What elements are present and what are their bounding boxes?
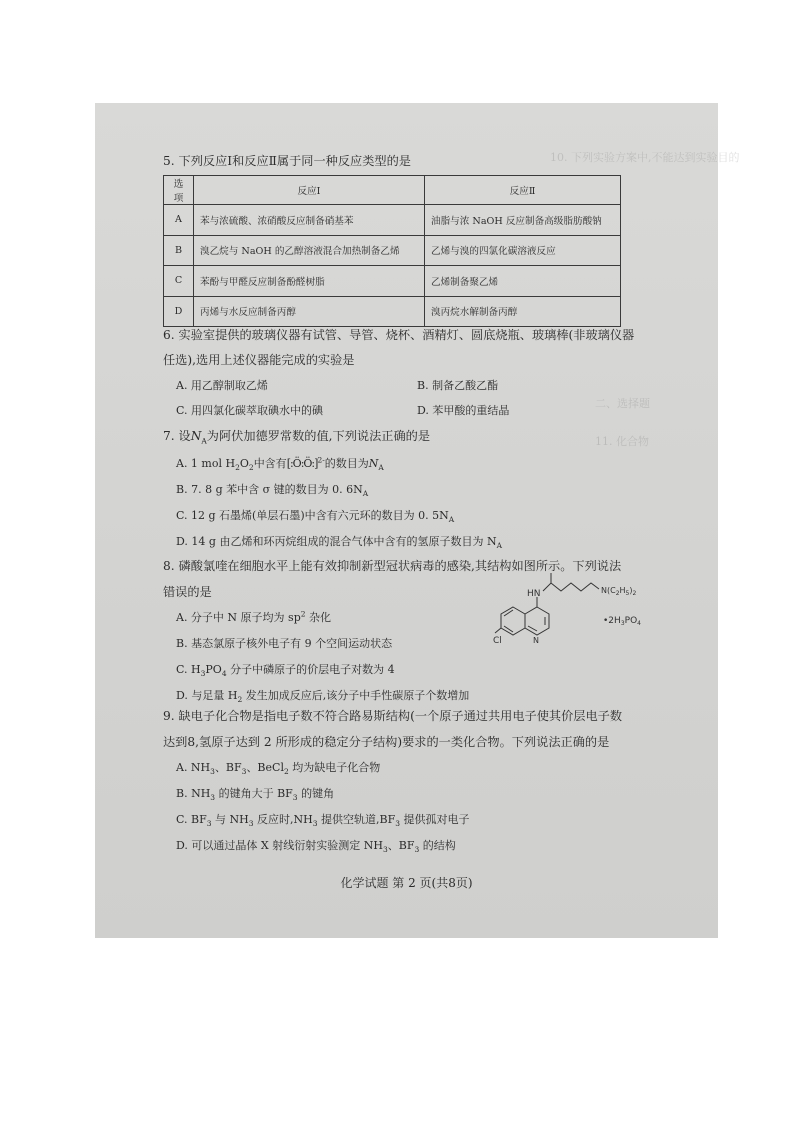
q9-stem-line1: 9. 缺电子化合物是指电子数不符合路易斯结构(一个原子通过共用电子使其价层电子数 xyxy=(163,709,623,723)
row-reaction-1: 苯与浓硫酸、浓硝酸反应制备硝基苯 xyxy=(194,205,425,236)
text: 提供孤对电子 xyxy=(400,813,470,826)
text: D. 14 g 由乙烯和环丙烷组成的混合气体中含有的氢原子数目为 N xyxy=(176,535,497,548)
text: D. 可以通过晶体 X 射线衍射实验测定 NH xyxy=(176,839,383,852)
row-option: A xyxy=(164,205,194,236)
subscript: 2 xyxy=(632,590,637,597)
mol-label-ring-n: N xyxy=(533,636,539,645)
text: 杂化 xyxy=(305,611,332,624)
text: 的键角大于 BF xyxy=(215,787,293,800)
subscript: 3 xyxy=(241,767,247,777)
q8-option-b: B. 基态氯原子核外电子有 9 个空间运动状态 xyxy=(176,637,393,650)
mol-label-amine xyxy=(601,586,637,597)
subscript: 2 xyxy=(615,590,620,597)
row-option: B xyxy=(164,235,194,266)
row-reaction-2: 乙烯与溴的四氯化碳溶液反应 xyxy=(425,235,621,266)
header-reaction-1: 反应Ⅰ xyxy=(194,176,425,205)
q5-reaction-table xyxy=(163,175,621,327)
text: 的结构 xyxy=(419,839,456,852)
subscript: A xyxy=(448,515,455,525)
row-reaction-2: 溴丙烷水解制备丙醇 xyxy=(425,296,621,327)
row-reaction-1: 苯酚与甲醛反应制备酚醛树脂 xyxy=(194,266,425,297)
subscript: A xyxy=(378,463,384,473)
bleed-through-text: 11. 化合物 xyxy=(595,435,649,448)
text: PO xyxy=(205,663,222,676)
table-row xyxy=(164,296,621,327)
superscript: 2- xyxy=(317,455,325,465)
text: C. 12 g 石墨烯(单层石墨)中含有六元环的数目为 0. 5N xyxy=(176,509,449,522)
q6-option-b: B. 制备乙酸乙酯 xyxy=(417,379,499,392)
chloroquine-structure xyxy=(493,569,693,677)
text: O xyxy=(239,457,249,470)
row-reaction-2: 乙烯制备聚乙烯 xyxy=(425,266,621,297)
text: 、BeCl xyxy=(246,761,284,774)
q7-option-a xyxy=(176,455,384,472)
text: N(C xyxy=(601,586,616,595)
q9-option-b xyxy=(176,785,334,802)
text: C. BF xyxy=(176,813,207,826)
subscript: 3 xyxy=(200,669,206,679)
text: 、BF xyxy=(387,839,415,852)
header-option: 选项 xyxy=(164,176,194,205)
text: 分子中磷原子的价层电子对数为 4 xyxy=(226,663,395,676)
table-row xyxy=(164,266,621,297)
q7-stem xyxy=(163,427,430,445)
subscript: 3 xyxy=(395,819,401,829)
text: 的键角 xyxy=(297,787,335,800)
row-option: C xyxy=(164,266,194,297)
table-row xyxy=(164,235,621,266)
table-row xyxy=(164,205,621,236)
text: D. 与足量 H xyxy=(176,689,238,702)
q8-stem-line1: 8. 磷酸氯喹在细胞水平上能有效抑制新型冠状病毒的感染,其结构如图所示。下列说法 xyxy=(163,559,622,573)
subscript: A xyxy=(362,489,369,499)
mol-label-cl: Cl xyxy=(493,636,502,646)
q9-option-c xyxy=(176,811,470,828)
text: B. 7. 8 g 苯中含 σ 键的数目为 0. 6N xyxy=(176,483,363,496)
subscript: 3 xyxy=(620,620,625,627)
text: •2H xyxy=(603,616,621,626)
text: C. H xyxy=(176,663,201,676)
subscript: 3 xyxy=(206,819,212,829)
text: A. 1 mol H xyxy=(176,457,236,470)
text: 中含有 xyxy=(253,457,287,470)
subscript: 3 xyxy=(248,819,254,829)
q7-option-b xyxy=(176,481,368,498)
page-footer: 化学试题 第 2 页(共8页) xyxy=(340,876,473,890)
text: 反应时,NH xyxy=(253,813,313,826)
subscript: 4 xyxy=(221,669,227,679)
avogadro-symbol: N xyxy=(190,429,202,443)
text: 与 NH xyxy=(211,813,249,826)
mol-label-hn: HN xyxy=(527,589,541,599)
text: 的数目为 xyxy=(324,457,369,470)
text: 均为缺电子化合物 xyxy=(288,761,381,774)
subscript: 4 xyxy=(637,620,641,627)
subscript: 3 xyxy=(382,845,388,855)
q6-stem-line1: 6. 实验室提供的玻璃仪器有试管、导管、烧杯、酒精灯、圆底烧瓶、玻璃棒(非玻璃仪器 xyxy=(163,328,635,342)
bleed-through-text: 10. 下列实验方案中,不能达到实验目的 xyxy=(550,151,740,164)
superscript: 2 xyxy=(300,609,306,619)
text: H xyxy=(619,586,626,595)
row-reaction-1: 丙烯与水反应制备丙醇 xyxy=(194,296,425,327)
q8-stem-line2: 错误的是 xyxy=(163,585,212,599)
q8-option-d xyxy=(176,687,469,704)
q9-option-d xyxy=(176,837,456,854)
q7-stem-part: 7. 设 xyxy=(163,429,191,443)
subscript: 2 xyxy=(248,463,254,473)
subscript: 2 xyxy=(235,463,240,473)
text: 提供空轨道,BF xyxy=(317,813,396,826)
q7-stem-part: 为阿伏加德罗常数的值,下列说法正确的是 xyxy=(206,429,431,443)
q6-option-d: D. 苯甲酸的重结晶 xyxy=(417,404,510,417)
avogadro-symbol: N xyxy=(368,457,379,470)
subscript: 2 xyxy=(237,695,243,705)
q6-stem-line2: 任选),选用上述仪器能完成的实验是 xyxy=(163,353,355,367)
row-reaction-1: 溴乙烷与 NaOH 的乙醇溶液混合加热制备乙烯 xyxy=(194,235,425,266)
text: A. NH xyxy=(176,761,211,774)
subscript: 3 xyxy=(292,793,298,803)
q9-option-a xyxy=(176,759,380,776)
q8-option-c xyxy=(176,661,395,678)
q8-option-a xyxy=(176,609,331,625)
row-reaction-2: 油脂与浓 NaOH 反应制备高级脂肪酸钠 xyxy=(425,205,621,236)
q7-option-d xyxy=(176,533,502,550)
exam-page xyxy=(95,103,740,938)
text: 、BF xyxy=(214,761,242,774)
text: PO xyxy=(624,616,638,626)
mol-label-salt xyxy=(603,616,641,627)
q7-option-c xyxy=(176,507,454,524)
text: B. NH xyxy=(176,787,211,800)
q6-option-c: C. 用四氯化碳萃取碘水中的碘 xyxy=(176,404,324,417)
subscript: 5 xyxy=(625,590,630,597)
peroxide-ion-lewis: [:Ö:Ö:] xyxy=(286,457,318,470)
text: A. 分子中 N 原子均为 sp xyxy=(176,611,301,624)
q6-option-a: A. 用乙醇制取乙烯 xyxy=(176,379,268,392)
subscript: 3 xyxy=(210,767,215,777)
subscript: A xyxy=(496,541,502,551)
q5-stem: 5. 下列反应Ⅰ和反应Ⅱ属于同一种反应类型的是 xyxy=(163,154,411,168)
text: ) xyxy=(629,586,633,595)
bleed-through-text: 二、选择题 xyxy=(595,397,650,410)
text: 发生加成反应后,该分子中手性碳原子个数增加 xyxy=(242,689,470,702)
subscript: 3 xyxy=(312,819,318,829)
subscript: 2 xyxy=(283,767,289,777)
subscript: 3 xyxy=(210,793,216,803)
row-option: D xyxy=(164,296,194,327)
q9-stem-line2: 达到8,氢原子达到 2 所形成的稳定分子结构)要求的一类化合物。下列说法正确的是 xyxy=(163,735,610,749)
table-header-row xyxy=(164,176,621,205)
header-reaction-2: 反应Ⅱ xyxy=(425,176,621,205)
subscript: 3 xyxy=(414,845,420,855)
subscript: A xyxy=(201,436,207,446)
